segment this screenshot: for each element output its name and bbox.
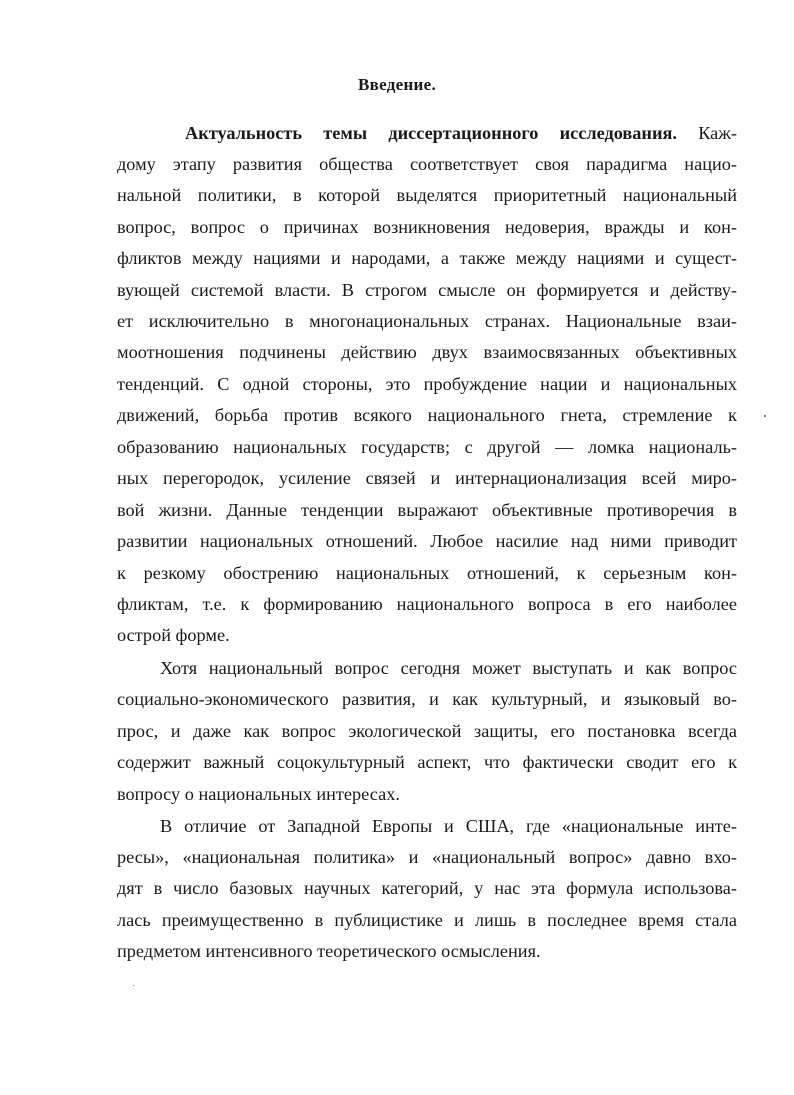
scan-speck (764, 415, 766, 417)
text-line: прос, и даже как вопрос экологической защиты, его постановка всегда (117, 721, 737, 741)
scan-speck (133, 985, 134, 986)
text-line: ных перегородок, усиление связей и интернационализация всей миро- (117, 468, 737, 488)
text-line: вующей системой власти. В строгом смысле он формируется и действу- (117, 280, 737, 300)
text-line: движений, борьба против всякого национального гнета, стремление к (117, 405, 737, 425)
text-line: острой форме. (117, 625, 230, 645)
paragraph-3-line-1: В отличие от Западной Европы и США, где «национальные инте- (160, 816, 737, 836)
text-line: Каж- (676, 123, 737, 143)
text-line: вой жизни. Данные тенденции выражают объективные противоречия в (117, 500, 737, 520)
text-line: фликтов между нациями и народами, а также между нациями и сущест- (117, 248, 737, 268)
text-line: развитии национальных отношений. Любое насилие над ними приводит (117, 531, 737, 551)
text-line: социально-экономического развития, и как культурный, и языковый во- (117, 689, 737, 709)
text-line: дят в число базовых научных категорий, у нас эта формула использова- (117, 878, 737, 898)
text-line: лась преимущественно в публицистике и лишь в последнее время стала (117, 910, 737, 930)
paragraph-1-line-1 (185, 122, 737, 144)
text-line: к резкому обострению национальных отношений, к серьезным кон- (117, 563, 737, 583)
text-line: моотношения подчинены действию двух взаимосвязанных объективных (117, 342, 737, 362)
text-line: нальной политики, в которой выделятся приоритетный национальный (117, 185, 737, 205)
paragraph-lead: Актуальность темы диссертационного исследования. (185, 123, 677, 143)
text-line: ет исключительно в многонациональных странах. Национальные взаи- (117, 311, 737, 331)
text-line: содержит важный соцокультурный аспект, что фактически сводит его к (117, 752, 737, 772)
text-line: образованию национальных государств; с другой — ломка националь- (117, 437, 737, 457)
page-title: Введение. (357, 75, 437, 94)
paragraph-2-line-1: Хотя национальный вопрос сегодня может выступать и как вопрос (160, 658, 737, 678)
text-line: дому этапу развития общества соответствует своя парадигма нацио- (117, 154, 737, 174)
text-line: ресы», «национальная политика» и «национальный вопрос» давно вхо- (117, 847, 737, 867)
text-line: предметом интенсивного теоретического осмысления. (117, 941, 541, 961)
text-line: тенденций. С одной стороны, это пробуждение нации и национальных (117, 374, 737, 394)
text-line: вопрос, вопрос о причинах возникновения недоверия, вражды и кон- (117, 217, 737, 237)
text-line: вопросу о национальных интересах. (117, 784, 400, 804)
text-line: фликтам, т.е. к формированию национального вопроса в его наиболее (117, 594, 737, 614)
